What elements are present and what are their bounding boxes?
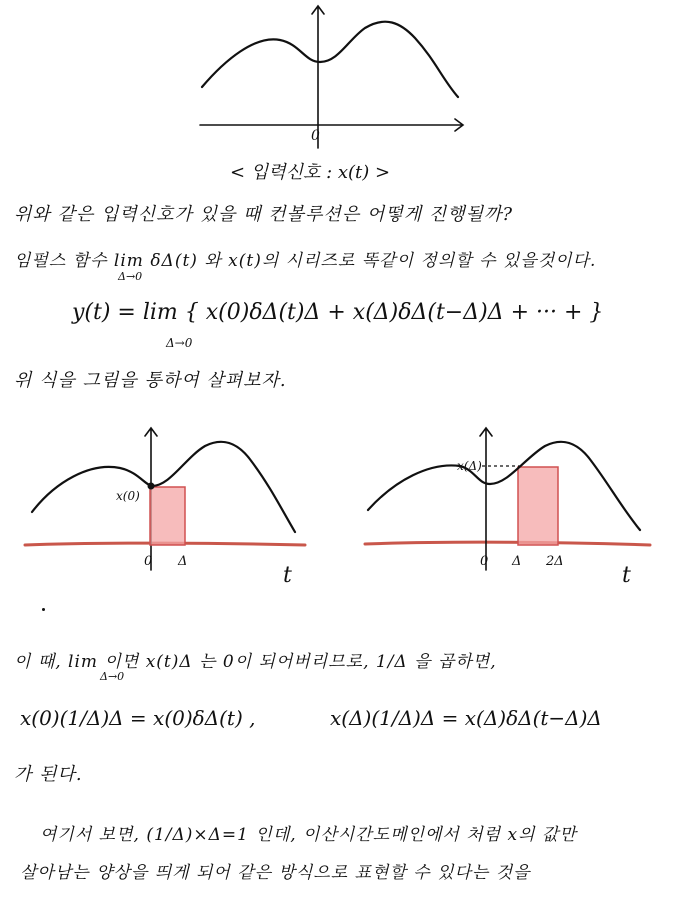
right-baseline-red: [365, 542, 650, 545]
signal-curve: [202, 22, 458, 97]
text-line-2-subscript: Δ→0: [118, 270, 143, 283]
figure-caption: < 입력신호 : x(t) >: [230, 162, 391, 183]
equation-main: y(t) = lim { x(0)δΔ(t)Δ + x(Δ)δΔ(t−Δ)Δ + ··· + }: [72, 300, 604, 325]
text-line-5: 가 된다.: [14, 764, 83, 785]
right-tick-2delta: 2Δ: [546, 554, 564, 569]
x-axis: [200, 119, 463, 131]
text-line-6: 여기서 보면, (1/Δ)×Δ=1 인데, 이산시간도메인에서 처럼 x의 값만: [40, 825, 577, 845]
equation-2-right: x(Δ)(1/Δ)Δ = x(Δ)δΔ(t−Δ)Δ: [330, 706, 602, 730]
text-line-2: 임펄스 함수 lim δΔ(t) 와 x(t)의 시리즈로 똑같이 정의할 수 있을것이다.: [14, 251, 597, 271]
text-line-4: 이 때, lim 이면 x(t)Δ 는 0이 되어버리므로, 1/Δ 을 곱하면,: [14, 652, 497, 672]
input-signal-figure: [180, 0, 480, 150]
right-y-axis: [480, 428, 492, 570]
origin-label: 0: [311, 128, 320, 144]
text-line-3: 위 식을 그림을 통하여 살펴보자.: [14, 370, 287, 391]
right-tick-delta: Δ: [512, 554, 522, 569]
right-axis-label: t: [622, 563, 631, 588]
text-line-1: 위와 같은 입력신호가 있을 때 컨볼루션은 어떻게 진행될까?: [14, 204, 514, 225]
equation-2-left: x(0)(1/Δ)Δ = x(0)δΔ(t) ,: [20, 706, 256, 730]
text-line-7: 살아남는 양상을 띄게 되어 같은 방식으로 표현할 수 있다는 것을: [20, 863, 531, 883]
left-axis-label: t: [283, 563, 292, 588]
left-tick-delta: Δ: [178, 554, 188, 569]
right-signal-curve: [368, 442, 640, 530]
right-tick-0: 0: [480, 554, 489, 569]
right-point-label: x(Δ): [457, 459, 482, 473]
left-sample-dot: [148, 483, 155, 490]
equation-main-subscript: Δ→0: [166, 336, 193, 350]
left-point-label: x(0): [116, 489, 140, 503]
left-tick-0: 0: [144, 554, 153, 569]
right-figure: [360, 420, 660, 590]
left-highlight-box: [150, 487, 185, 545]
left-figure: [20, 420, 310, 590]
text-line-4-subscript: Δ→0: [100, 670, 125, 683]
stray-dot: [42, 608, 45, 611]
y-axis: [312, 6, 324, 148]
right-highlight-box: [518, 467, 558, 545]
